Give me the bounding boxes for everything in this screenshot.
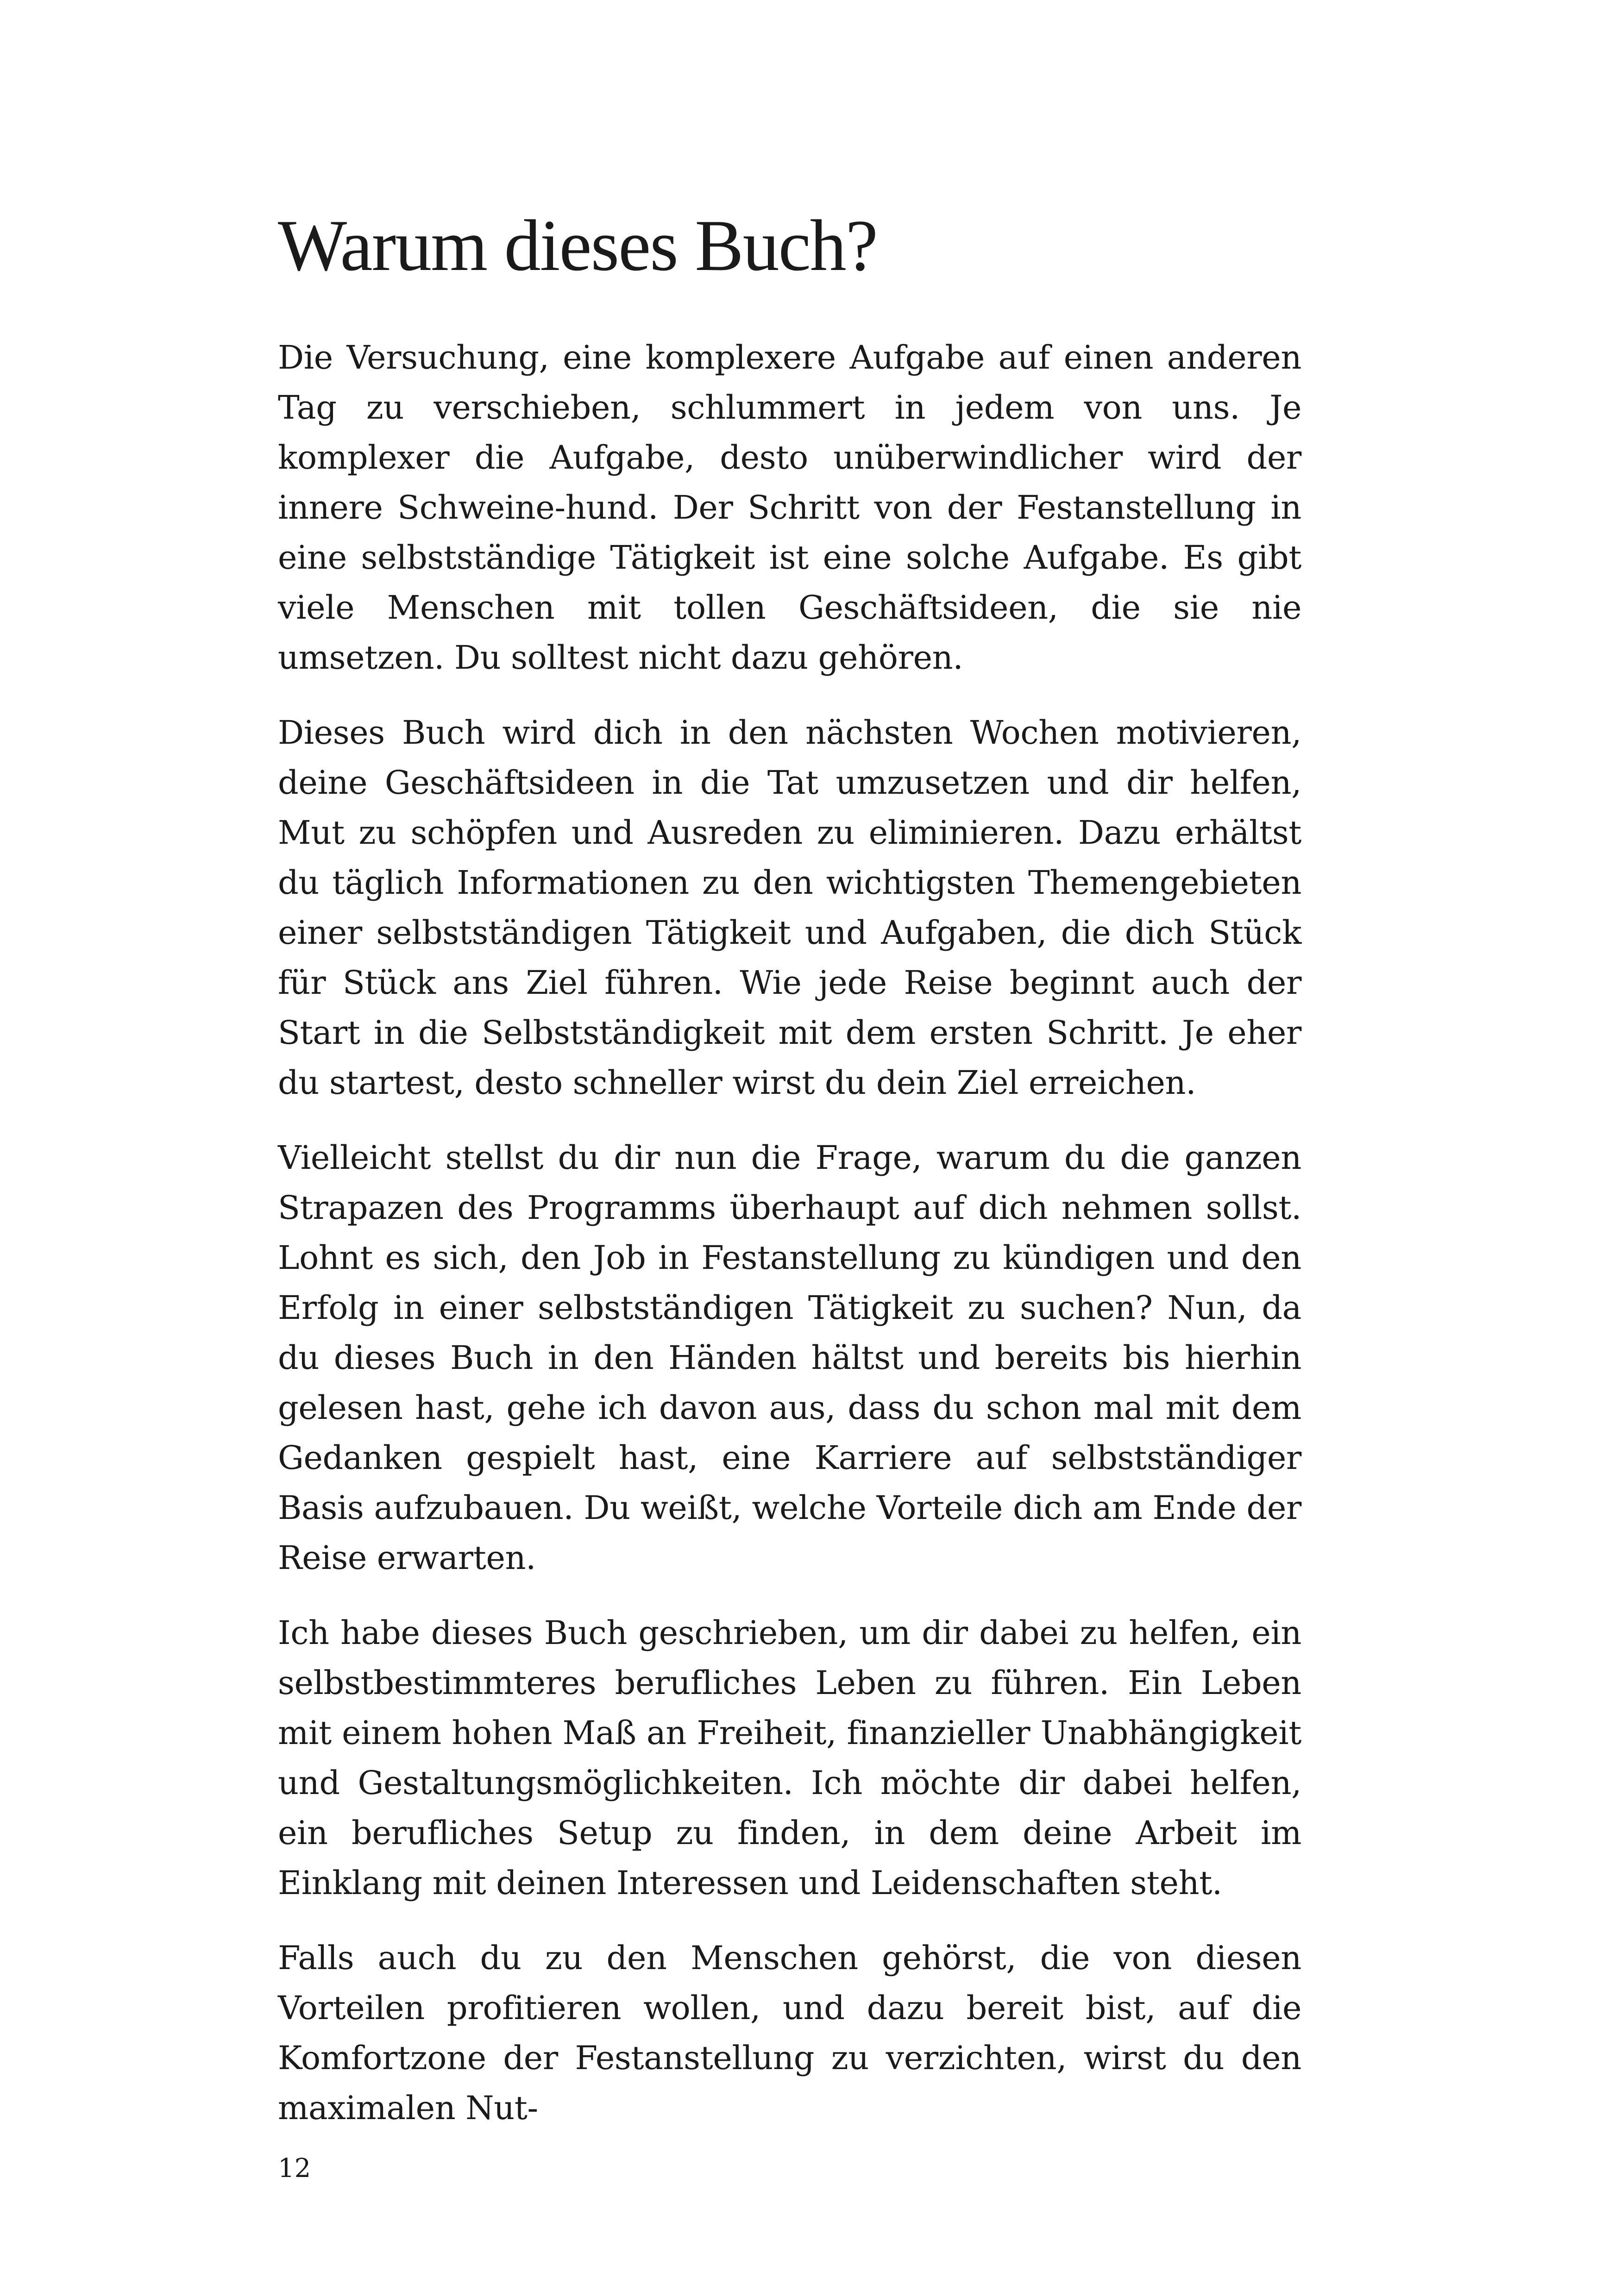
paragraph: Die Versuchung, eine komplexere Aufgabe auf einen anderen Tag zu verschieben, schlummert in jedem von uns. Je komplexer die Aufgabe, desto unüberwindlicher wird der innere Schweine-hund. Der Schritt von der Festanstellung in eine selbstständige Tätigkeit ist eine solche Aufgabe. Es gibt viele Menschen mit tollen Geschäftsideen, die sie nie umsetzen. Du solltest nicht dazu gehören. <box>278 339 1301 677</box>
body-text <box>278 332 1301 2158</box>
paragraph: Ich habe dieses Buch geschrieben, um dir dabei zu helfen, ein selbstbestimmteres berufliches Leben zu führen. Ein Leben mit einem hohen Maß an Freiheit, finanzieller Unabhängigkeit und Gestaltungsmöglichkeiten. Ich möchte dir dabei helfen, ein berufliches Setup zu finden, in dem deine Arbeit im Einklang mit deinen Interessen und Leidenschaften steht. <box>278 1614 1301 1902</box>
paragraph: Dieses Buch wird dich in den nächsten Wochen motivieren, deine Geschäftsideen in die Tat umzusetzen und dir helfen, Mut zu schöpfen und Ausreden zu eliminieren. Dazu erhältst du täglich Informationen zu den wichtigsten Themengebieten einer selbstständigen Tätigkeit und Aufgaben, die dich Stück für Stück ans Ziel führen. Wie jede Reise beginnt auch der Start in die Selbstständigkeit mit dem ersten Schritt. Je eher du startest, desto schneller wirst du dein Ziel erreichen. <box>278 714 1301 1102</box>
paragraph: Falls auch du zu den Menschen gehörst, die von diesen Vorteilen profitieren wollen, und dazu bereit bist, auf die Komfortzone der Festanstellung zu verzichten, wirst du den maximalen Nut- <box>278 1939 1301 2127</box>
page-number: 12 <box>278 2153 311 2183</box>
paragraph: Vielleicht stellst du dir nun die Frage, warum du die ganzen Strapazen des Programms überhaupt auf dich nehmen sollst. Lohnt es sich, den Job in Festanstellung zu kündigen und den Erfolg in einer selbstständigen Tätigkeit zu suchen? Nun, da du dieses Buch in den Händen hältst und bereits bis hierhin gelesen hast, gehe ich davon aus, dass du schon mal mit dem Gedanken gespielt hast, eine Karriere auf selbstständiger Basis aufzubauen. Du weißt, welche Vorteile dich am Ende der Reise erwarten. <box>278 1139 1301 1577</box>
chapter-title: Warum dieses Buch? <box>278 205 877 286</box>
